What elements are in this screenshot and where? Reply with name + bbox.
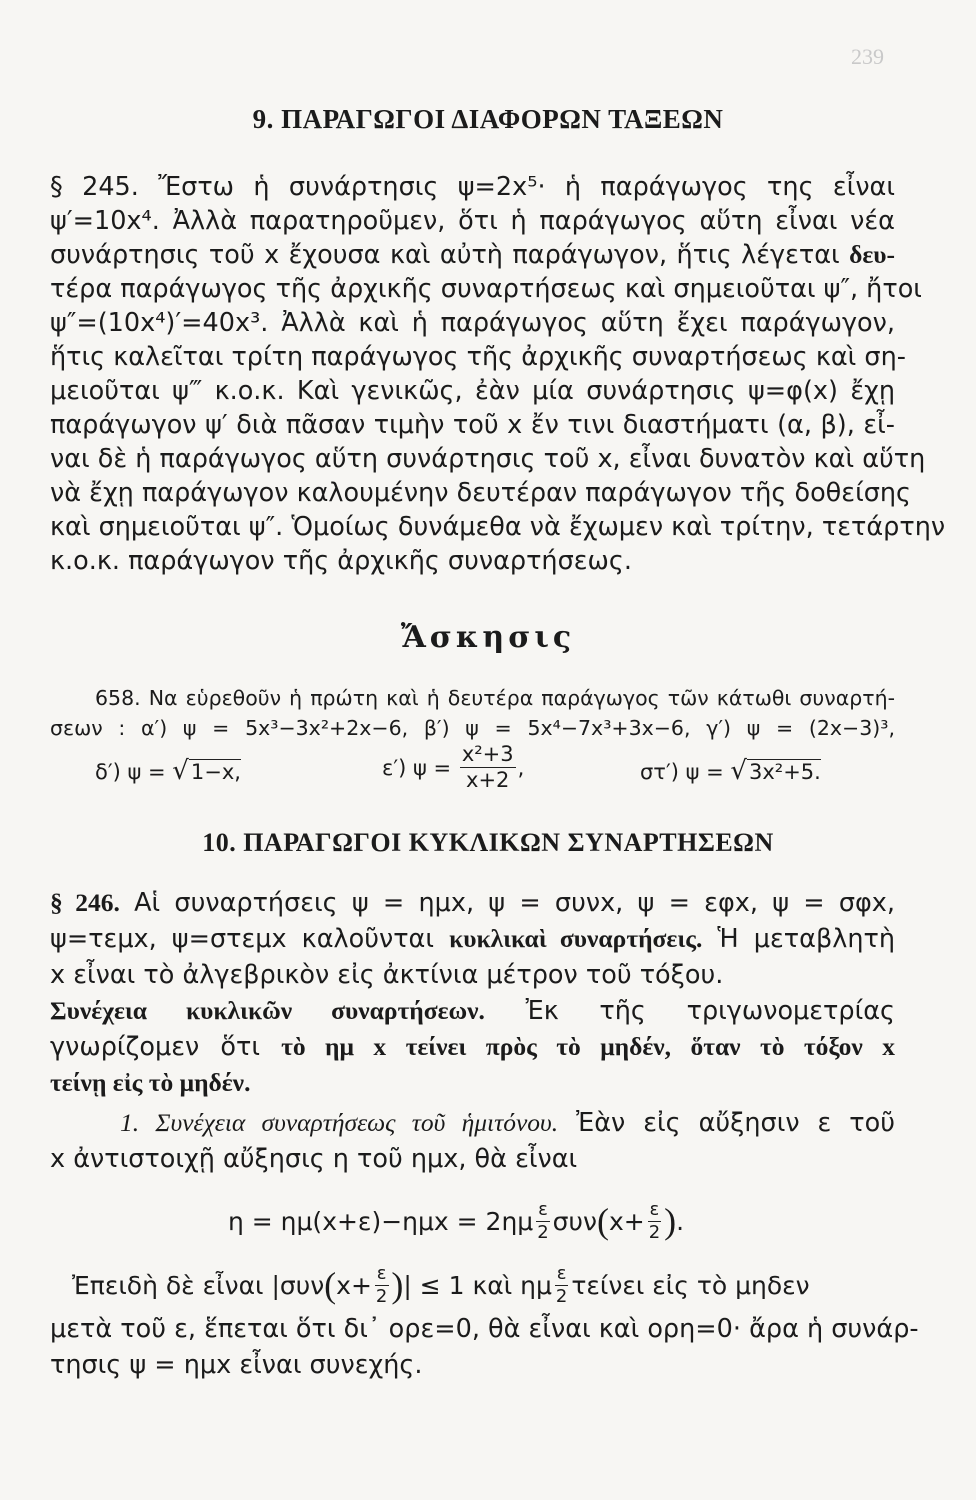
- text-line: τησις ψ = ημx εἶναι συνεχής.: [50, 1350, 423, 1380]
- text-line: τείνῃ εἰς τὸ μηδέν.: [50, 1068, 251, 1097]
- text-line: συνάρτησις τοῦ x ἔχουσα καὶ αὐτὴ παράγωγον, ἥτις λέγεται δευ-: [50, 240, 895, 270]
- fraction: $\frac{\text{x²+3}}{x+2}$: [461, 742, 514, 792]
- text-line: καὶ σημειοῦται ψ″. Ὁμοίως δυνάμεθα νὰ ἔχωμεν καὶ τρίτην, τετάρτην: [50, 512, 946, 542]
- text-line: 1. Συνέχεια συναρτήσεως τοῦ ἡμιτόνου. Ἐὰν εἰς αὔξησιν ε τοῦ: [120, 1108, 895, 1138]
- text-line: x ἀντιστοιχῇ αὔξησις η τοῦ ημx, θὰ εἶναι: [50, 1144, 578, 1174]
- text-line: x εἶναι τὸ ἀλγεβρικὸν εἰς ἀκτίνια μέτρον τοῦ τόξου.: [50, 960, 724, 990]
- text-line: τέρα παράγωγος τῆς ἀρχικῆς συναρτήσεως καὶ σημειοῦται ψ″, ἤτοι: [50, 274, 922, 304]
- text-line: Ἐπειδὴ δὲ εἶναι |συν ( x+ $\frac{\varepsilon}{2}$ ) | ≤ 1 καὶ ημ $\frac{\varepsilon}{2}$ τείνει εἰς τὸ μηδεν: [72, 1262, 810, 1307]
- text-line: μετὰ τοῦ ε, ἕπεται ὅτι δι᾽ ορε=0, θὰ εἶναι καὶ ορη=0· ἄρα ἡ συνάρ-: [50, 1314, 919, 1344]
- section-10-body: [50, 886, 895, 1186]
- fraction: $\frac{\varepsilon}{2}$: [537, 1198, 549, 1243]
- text-line: ναι δὲ ἡ παράγωγος αὕτη συνάρτησις τοῦ x, εἶναι δυνατὸν καὶ αὕτη: [50, 444, 926, 474]
- text-line: νὰ ἔχῃ παράγωγον καλουμένην δευτέραν παράγωγον τῆς δοθείσης: [50, 478, 911, 508]
- exercise-item-d: δ′) ψ = √1−x,: [95, 756, 241, 786]
- section-9-heading: 9. ΠΑΡΑΓΩΓΟΙ ΔΙΑΦΟΡΩΝ ΤΑΞΕΩΝ: [252, 104, 724, 134]
- text-line: § 245. Ἔστω ἡ συνάρτησις ψ=2x⁵· ἡ παράγωγος της εἶναι: [50, 172, 895, 202]
- text-line: ψ″=(10x⁴)′=40x³. Ἀλλὰ καὶ ἡ παράγωγος αὕτη ἔχει παράγωγον,: [50, 308, 895, 338]
- text-line: μειοῦται ψ‴ κ.ο.κ. Καὶ γενικῶς, ἐὰν μία συνάρτησις ψ=φ(x) ἔχῃ: [50, 376, 895, 406]
- fraction: $\frac{\varepsilon}{2}$: [555, 1262, 568, 1307]
- section-9-body: [50, 170, 946, 590]
- section-10-heading: 10. ΠΑΡΑΓΩΓΟΙ ΚΥΚΛΙΚΩΝ ΣΥΝΑΡΤΗΣΕΩΝ: [202, 828, 774, 857]
- text-line: κ.ο.κ. παράγωγον τῆς ἀρχικῆς συναρτήσεως.: [50, 546, 632, 576]
- text-line: ψ′=10x⁴. Ἀλλὰ παρατηροῦμεν, ὅτι ἡ παράγωγος αὕτη εἶναι νέα: [50, 206, 895, 236]
- exercise-heading: Ἄσκησις: [400, 620, 576, 655]
- exercise-line: 658. Να εὑρεθοῦν ἡ πρώτη καὶ ἡ δευτέρα παράγωγος τῶν κάτωθι συναρτή-: [95, 686, 895, 710]
- section-10-body-end: [50, 1312, 919, 1392]
- exercise-item-e: ε′) ψ = $\frac{\text{x²+3}}{x+2}$ ,: [382, 742, 525, 792]
- text-line: ἥτις καλεῖται τρίτη παράγωγος τῆς ἀρχικῆς συναρτήσεως καὶ ση-: [50, 342, 906, 372]
- exercise-item-st: στ′) ψ = √3x²+5.: [640, 756, 821, 786]
- text-line: Συνέχεια κυκλικῶν συναρτήσεων. Ἐκ τῆς τριγωνομετρίας: [50, 996, 895, 1026]
- sine-difference-equation: η = ημ(x+ε)−ημx = 2ημ $\frac{\varepsilon}{2}$ συν ( x+ $\frac{\varepsilon}{2}$ ) .: [228, 1198, 685, 1243]
- exercise-line: σεων : α′) ψ = 5x³−3x²+2x−6, β′) ψ = 5x⁴−7x³+3x−6, γ′) ψ = (2x−3)³,: [50, 716, 895, 740]
- fraction: $\frac{\varepsilon}{2}$: [375, 1262, 388, 1307]
- text-line: παράγωγον ψ′ διὰ πᾶσαν τιμὴν τοῦ x ἔν τινι διαστήματι (α, β), εἶ-: [50, 410, 895, 440]
- text-line: ψ=τεμx, ψ=στεμx καλοῦνται κυκλικαὶ συναρτήσεις. Ἡ μεταβλητὴ: [50, 924, 895, 954]
- fraction: $\frac{\varepsilon}{2}$: [648, 1198, 661, 1243]
- page-number: 239: [851, 44, 884, 69]
- text-line: § 246. Αἱ συναρτήσεις ψ = ημx, ψ = συνx, ψ = εφx, ψ = σφx,: [50, 888, 896, 918]
- text-line: γνωρίζομεν ὅτι τὸ ημ x τείνει πρὸς τὸ μηδέν, ὅταν τὸ τόξον x: [50, 1032, 895, 1062]
